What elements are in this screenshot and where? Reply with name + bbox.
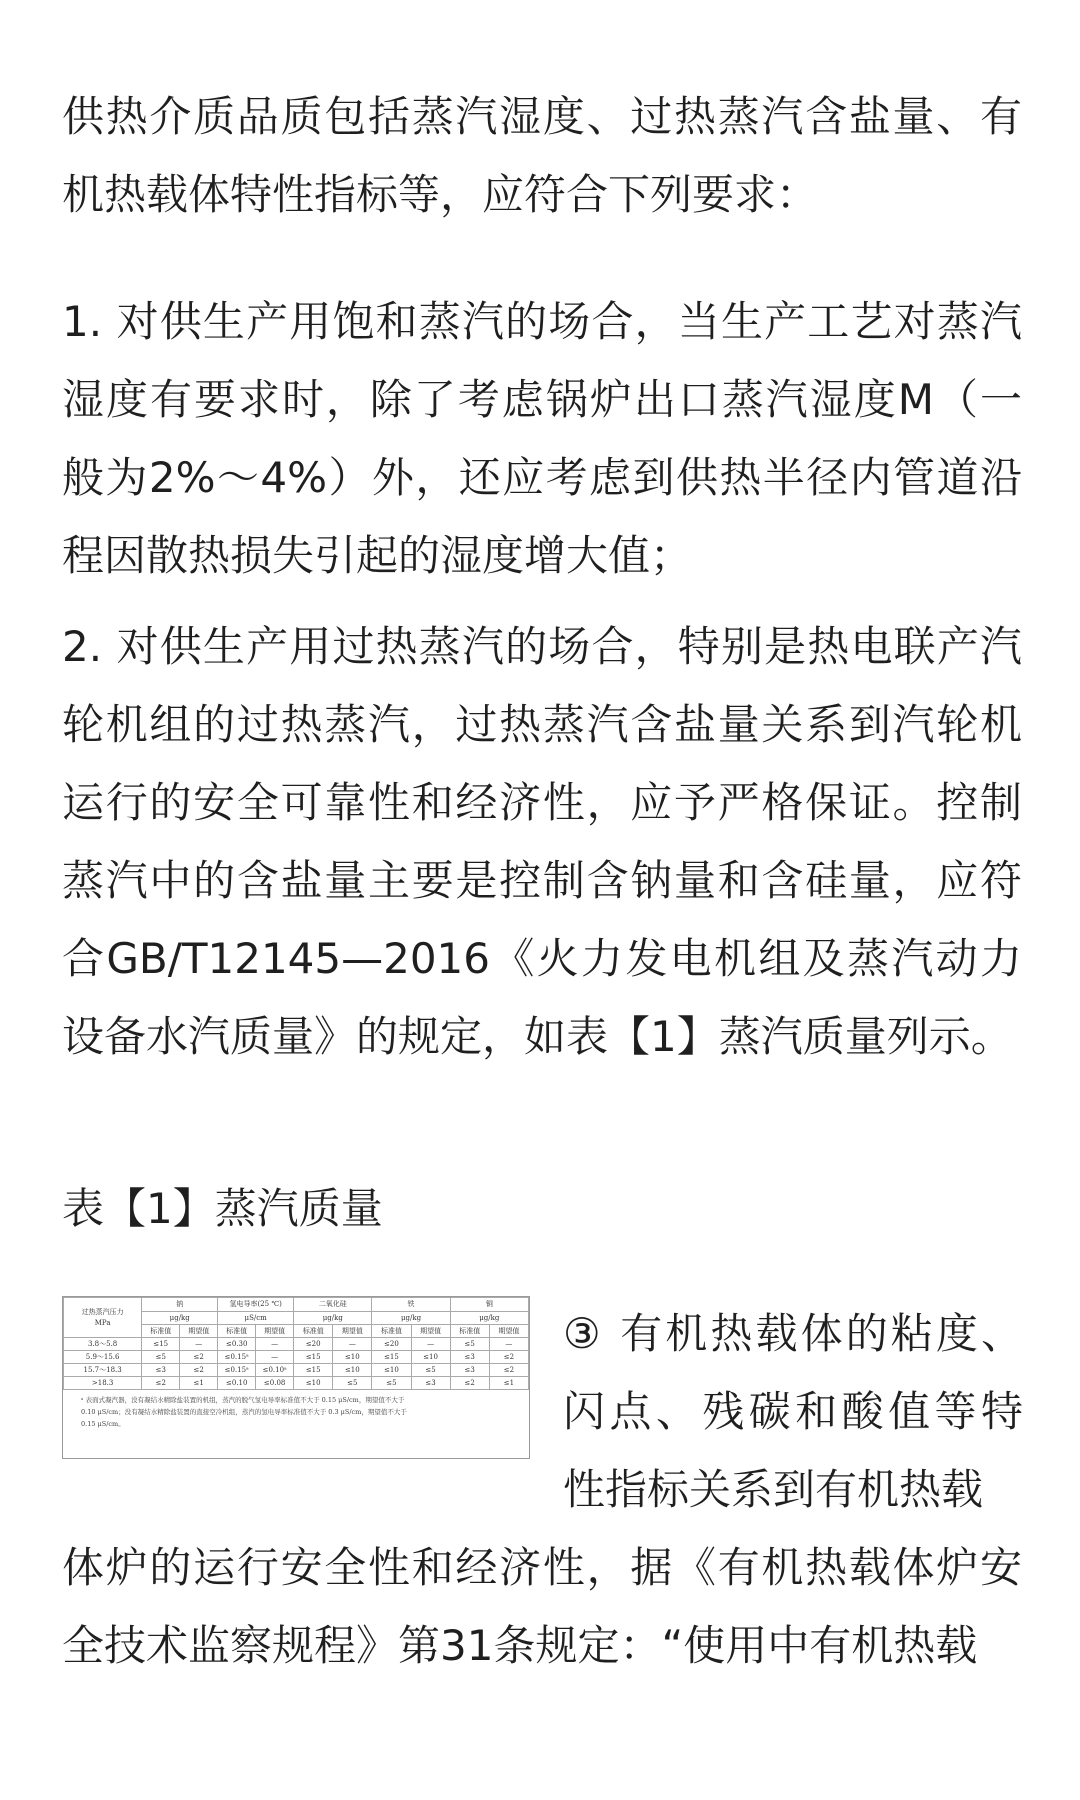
table-cell: — (180, 1338, 218, 1351)
table-cell: ≤15 (142, 1338, 180, 1351)
group-header: 氢电导率(25 ℃) (218, 1298, 294, 1312)
sub-header-standard: 标准值 (218, 1325, 256, 1338)
table-cell: ≤15 (372, 1351, 411, 1364)
item-3-paragraph-top: ③ 有机热载体的粘度、闪点、残碳和酸值等特性指标关系到有机热载 (563, 1309, 1023, 1514)
table-cell: ≤20 (372, 1338, 411, 1351)
table-cell: ≤10 (333, 1351, 372, 1364)
table-cell: ≤5 (142, 1351, 180, 1364)
table-cell: ≤2 (180, 1351, 218, 1364)
pressure-range-cell: >18.3 (64, 1377, 142, 1390)
table-cell: ≤2 (489, 1351, 528, 1364)
pressure-range-cell: 5.9～15.6 (64, 1351, 142, 1364)
table-cell: ≤5 (372, 1377, 411, 1390)
table-cell: — (256, 1338, 294, 1351)
sub-header-standard: 标准值 (294, 1325, 333, 1338)
table-cell: ≤5 (333, 1377, 372, 1390)
item-2-paragraph: 2. 对供生产用过热蒸汽的场合，特别是热电联产汽轮机组的过热蒸汽，过热蒸汽含盐量关系到汽轮机运行的安全可靠性和经济性，应予严格保证。控制蒸汽中的含盐量主要是控制含钠量和含硅量，应符合GB/T12145—2016《火力发电机组及蒸汽动力设备水汽质量》的规定，如表【1】蒸汽质量列示。 (62, 622, 1022, 1061)
table-cell: — (489, 1338, 528, 1351)
table-cell: ≤2 (489, 1364, 528, 1377)
sub-header-expected: 期望值 (256, 1325, 294, 1338)
table-row (64, 1364, 529, 1377)
table-cell: — (333, 1338, 372, 1351)
sub-header-expected: 期望值 (333, 1325, 372, 1338)
table-cell: ≤0.15ᵃ (218, 1351, 256, 1364)
table-cell: ≤1 (180, 1377, 218, 1390)
table-cell: ≤10 (411, 1351, 450, 1364)
group-unit: μg/kg (450, 1312, 528, 1325)
table-cell: — (411, 1338, 450, 1351)
pressure-header: 过热蒸汽压力 (81, 1307, 124, 1316)
table-cell: ≤20 (294, 1338, 333, 1351)
table-cell: ≤10 (294, 1377, 333, 1390)
pressure-range-cell: 3.8～5.8 (64, 1338, 142, 1351)
table-cell: ≤1 (489, 1377, 528, 1390)
table-cell: ≤5 (450, 1338, 489, 1351)
table-cell: ≤0.30 (218, 1338, 256, 1351)
pressure-range-cell: 15.7～18.3 (64, 1364, 142, 1377)
table-cell: ≤0.15ᵃ (218, 1364, 256, 1377)
sub-header-standard: 标准值 (450, 1325, 489, 1338)
group-unit: μg/kg (372, 1312, 450, 1325)
table-cell: ≤10 (372, 1364, 411, 1377)
table-cell: ≤15 (294, 1364, 333, 1377)
table-row (64, 1351, 529, 1364)
item-1-paragraph: 1. 对供生产用饱和蒸汽的场合，当生产工艺对蒸汽湿度有要求时，除了考虑锅炉出口蒸汽湿度M（一般为2%～4%）外，还应考虑到供热半径内管道沿程因散热损失引起的湿度增大值； (62, 297, 1022, 580)
table-cell: ≤2 (450, 1377, 489, 1390)
sub-header-expected: 期望值 (180, 1325, 218, 1338)
table-cell: ≤3 (450, 1351, 489, 1364)
table-note-line: 0.15 μS/cm。 (81, 1420, 125, 1428)
sub-header-standard: 标准值 (372, 1325, 411, 1338)
table-row (64, 1377, 529, 1390)
steam-quality-table (63, 1297, 529, 1390)
table-cell: ≤2 (180, 1364, 218, 1377)
table-cell: ≤15 (294, 1351, 333, 1364)
steam-table-body (64, 1338, 529, 1390)
table-cell: ≤10 (333, 1364, 372, 1377)
table-note-line: ᵃ 表面式凝汽器，没有凝结水精除盐装置的机组，蒸汽的脱气氢电导率标准值不大于 0.15 μS/cm，期望值不大于 (81, 1396, 405, 1404)
intro-paragraph: 供热介质品质包括蒸汽湿度、过热蒸汽含盐量、有机热载体特性指标等，应符合下列要求： (62, 92, 1022, 219)
group-unit: μg/kg (294, 1312, 372, 1325)
group-header: 二氧化硅 (294, 1298, 372, 1312)
table-cell: ≤2 (142, 1377, 180, 1390)
table-cell: ≤0.10 (218, 1377, 256, 1390)
table-cell: ≤3 (142, 1364, 180, 1377)
table-note (63, 1390, 529, 1430)
table-cell: ≤3 (450, 1364, 489, 1377)
steam-quality-table-image (62, 1296, 530, 1459)
table-cell: — (256, 1351, 294, 1364)
table-cell: ≤5 (411, 1364, 450, 1377)
group-header: 铜 (450, 1298, 528, 1312)
group-unit: μg/kg (142, 1312, 218, 1325)
pressure-header-cell (64, 1298, 142, 1338)
group-header: 铁 (372, 1298, 450, 1312)
table-caption: 表【1】蒸汽质量 (62, 1184, 383, 1233)
item-3-paragraph-continued: 体炉的运行安全性和经济性，据《有机热载体炉安全技术监察规程》第31条规定：“使用中有机热载 (62, 1543, 1022, 1670)
group-header: 钠 (142, 1298, 218, 1312)
table-cell: ≤3 (411, 1377, 450, 1390)
table-cell: ≤0.08 (256, 1377, 294, 1390)
pressure-unit: MPa (94, 1318, 111, 1327)
sub-header-expected: 期望值 (411, 1325, 450, 1338)
table-cell: ≤0.10ᵃ (256, 1364, 294, 1377)
group-unit: μS/cm (218, 1312, 294, 1325)
sub-header-standard: 标准值 (142, 1325, 180, 1338)
table-note-line: 0.10 μS/cm；没有凝结水精除盐装置的直接空冷机组，蒸汽的氢电导率标准值不大于 0.3 μS/cm，期望值不大于 (81, 1408, 407, 1416)
table-row (64, 1338, 529, 1351)
sub-header-expected: 期望值 (489, 1325, 528, 1338)
